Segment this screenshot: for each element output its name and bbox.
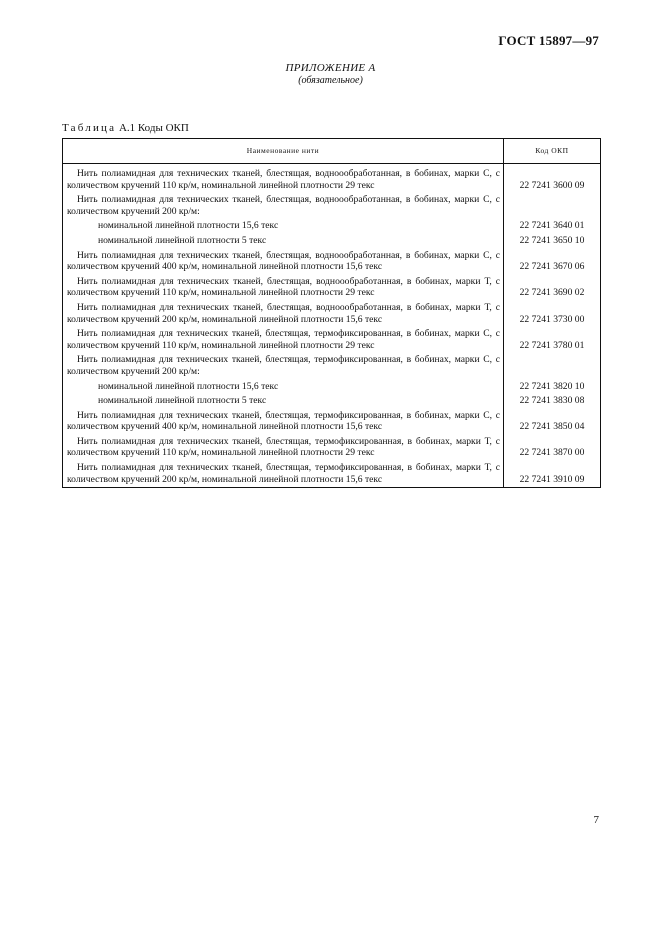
row-thread-name-text: Нить полиамидная для технических тканей, блестящая, термофиксированная, в бобинах, марки С, с количеством кручений 400 кр/м, номинальной линейной плотности 15,6 текс (67, 409, 500, 433)
row-okp-code: 22 7241 3820 10 (504, 379, 601, 394)
table-row (63, 248, 601, 274)
table-row (63, 193, 601, 219)
row-thread-name-text: Нить полиамидная для технических тканей, блестящая, водноообработанная, в бобинах, марки С, с количеством кручений 400 кр/м, номинальной линейной плотности 15,6 текс (67, 249, 500, 273)
table-caption-title: А.1 Коды ОКП (118, 122, 189, 134)
row-thread-name (63, 408, 504, 434)
row-thread-name (63, 248, 504, 274)
row-thread-name-text: Нить полиамидная для технических тканей, блестящая, термофиксированная, в бобинах, марки С, с количеством кручений 200 кр/м: (67, 354, 500, 377)
table-row (63, 300, 601, 326)
row-thread-name (63, 434, 504, 460)
row-okp-code: 22 7241 3870 00 (504, 434, 601, 460)
row-thread-name (63, 327, 504, 353)
row-okp-code: 22 7241 3780 01 (504, 327, 601, 353)
row-okp-code: 22 7241 3910 09 (504, 461, 601, 488)
column-header-name: Наименование нити (63, 139, 504, 164)
table-row (63, 219, 601, 234)
row-thread-name (63, 353, 504, 379)
row-thread-name (63, 193, 504, 219)
standard-code: ГОСТ 15897—97 (498, 33, 599, 48)
row-thread-name (63, 164, 504, 193)
row-thread-name (63, 394, 504, 409)
row-okp-code: 22 7241 3670 06 (504, 248, 601, 274)
table-row (63, 379, 601, 394)
table-body (63, 164, 601, 488)
table-row (63, 461, 601, 488)
appendix-title: ПРИЛОЖЕНИЕ А (285, 62, 376, 74)
column-header-code: Код ОКП (504, 139, 601, 164)
row-okp-code (504, 353, 601, 379)
row-thread-name-text: Нить полиамидная для технических тканей, блестящая, водноообработанная, в бобинах, марки Т, с количеством кручений 200 кр/м, номинальной линейной плотности 15,6 текс (67, 301, 500, 325)
row-okp-code: 22 7241 3730 00 (504, 300, 601, 326)
page-number: 7 (593, 814, 599, 826)
table-caption-prefix: Таблица (62, 122, 117, 134)
table-row (63, 434, 601, 460)
table-row (63, 327, 601, 353)
table-row (63, 274, 601, 300)
table-row (63, 164, 601, 193)
row-thread-name-text: Нить полиамидная для технических тканей, блестящая, термофиксированная, в бобинах, марки Т, с количеством кручений 200 кр/м, номинальной линейной плотности 15,6 текс (67, 462, 500, 485)
row-okp-code: 22 7241 3600 09 (504, 164, 601, 193)
row-okp-code: 22 7241 3650 10 (504, 233, 601, 248)
row-thread-name (63, 233, 504, 248)
table-row (63, 408, 601, 434)
table-row (63, 394, 601, 409)
table-row (63, 353, 601, 379)
row-thread-name-text: номинальной линейной плотности 15,6 текс (98, 380, 279, 392)
table-caption (62, 122, 189, 134)
table-header-row (63, 139, 601, 164)
row-thread-name-text: номинальной линейной плотности 5 текс (98, 395, 267, 407)
row-thread-name-text: номинальной линейной плотности 5 текс (98, 234, 267, 246)
row-thread-name-text: Нить полиамидная для технических тканей, блестящая, водноообработанная, в бобинах, марки Т, с количеством кручений 110 кр/м, номинальной линейной плотности 29 текс (67, 275, 500, 299)
row-okp-code: 22 7241 3850 04 (504, 408, 601, 434)
appendix-subtitle: (обязательное) (298, 75, 363, 86)
row-okp-code: 22 7241 3830 08 (504, 394, 601, 409)
row-okp-code (504, 193, 601, 219)
row-okp-code: 22 7241 3640 01 (504, 219, 601, 234)
row-thread-name (63, 219, 504, 234)
row-thread-name (63, 461, 504, 488)
row-thread-name (63, 274, 504, 300)
row-thread-name-text: Нить полиамидная для технических тканей, блестящая, водноообработанная, в бобинах, марки С, с количеством кручений 110 кр/м, номинальной линейной плотности 29 текс (67, 168, 500, 191)
row-thread-name-text: Нить полиамидная для технических тканей, блестящая, водноообработанная, в бобинах, марки С, с количеством кручений 200 кр/м: (67, 194, 500, 217)
okp-codes-table (62, 138, 601, 488)
row-thread-name-text: Нить полиамидная для технических тканей, блестящая, термофиксированная, в бобинах, марки Т, с количеством кручений 110 кр/м, номинальной линейной плотности 29 текс (67, 435, 500, 459)
row-okp-code: 22 7241 3690 02 (504, 274, 601, 300)
row-thread-name-text: Нить полиамидная для технических тканей, блестящая, термофиксированная, в бобинах, марки С, с количеством кручений 110 кр/м, номинальной линейной плотности 29 текс (67, 328, 500, 351)
table-row (63, 233, 601, 248)
row-thread-name-text: номинальной линейной плотности 15,6 текс (98, 220, 279, 232)
row-thread-name (63, 300, 504, 326)
row-thread-name (63, 379, 504, 394)
